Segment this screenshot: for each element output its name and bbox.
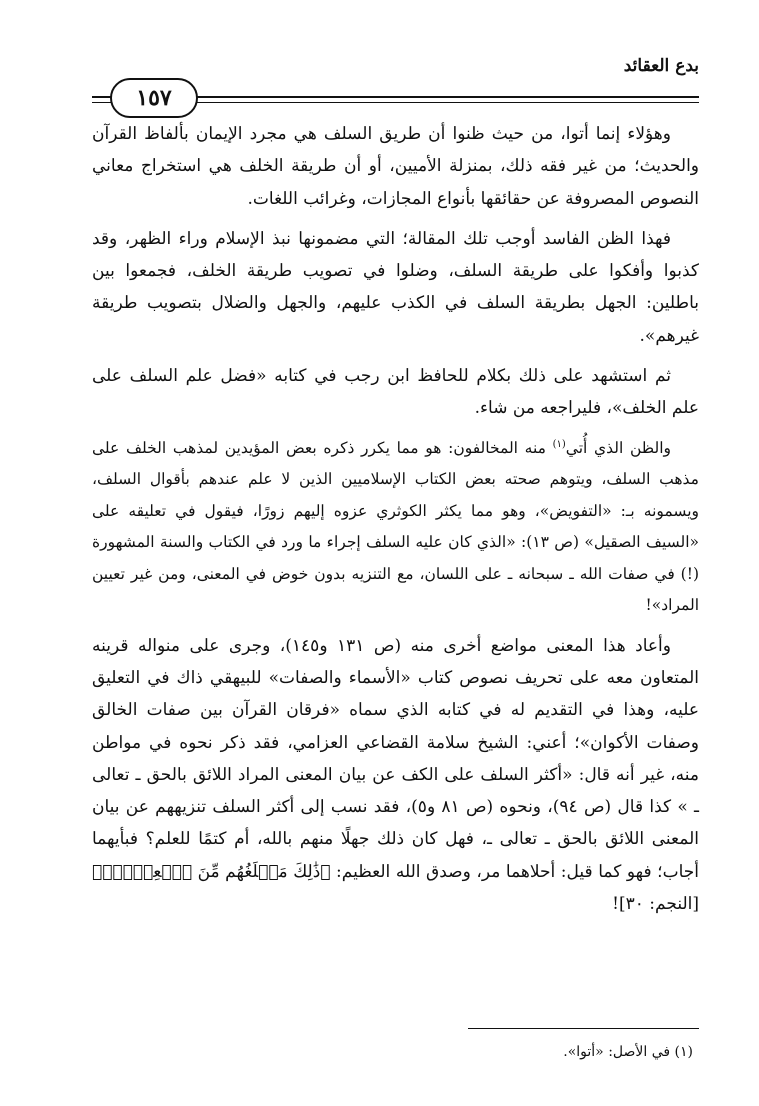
running-title: بدع العقائد — [623, 56, 699, 76]
paragraph-3: ثم استشهد على ذلك بكلام للحافظ ابن رجب في كتابه «فضل علم السلف على علم الخلف»، فليراجعه من شاء. — [92, 366, 699, 419]
paragraph-5: وأعاد هذا المعنى مواضع أخرى منه (ص ١٣١ و١٤٥)، وجرى على منواله قرينه المتعاون معه على تحريف نصوص كتاب «الأسماء والصفات» للبيهقي ذاك في التعليق عليه، وهذا في التقديم له في كتابه الذي سماه «فرقان القرآن بين صفات الخالق وصفات الأكوان»؛ أعني: الشيخ سلامة القضاعي العزامي، فقد ذكر نحوه في مواطن منه، غير أنه قال: «أكثر السلف على الكف عن بيان المعنى المراد اللائق بالحق ـ تعالى ـ » كذا قال (ص ٩٤)، ونحوه (ص ٨١ و٥)، فقد نسب إلى أكثر السلف تنزيههم عن بيان المعنى اللائق بالحق ـ تعالى ـ، فهل كان ذلك جهلًا منهم بالله، أم كتمًا للعلم؟ فبأيهما أجاب؛ فهو كما قيل: أحلاهما مر، وصدق الله العظيم: ﴿ذَٰلِكَ مَبۡلَغُهُم مِّنَ ٱلۡعِلۡمِۚ﴾ [النجم: ٣٠]! — [92, 635, 700, 915]
paragraph-4-start: والظن الذي أُتي — [565, 438, 671, 457]
footnote-rule — [468, 1028, 699, 1029]
paragraph-2: فهذا الظن الفاسد أوجب تلك المقالة؛ التي مضمونها نبذ الإسلام وراء الظهر، وقد كذبوا وأفكوا على طريقة السلف، وضلوا في تصويب طريقة الخلف، فجمعوا بين باطلين: الجهل بطريقة السلف في الكذب عليهم، والجهل والضلال بتصويب طريقة غيرهم». — [92, 228, 699, 346]
body-text — [92, 118, 699, 928]
footnote: (١) في الأصل: «أتوا». — [563, 1044, 693, 1060]
page-number: ١٥٧ — [136, 85, 172, 111]
page-number-badge — [110, 78, 198, 118]
paragraph-4 — [92, 433, 699, 622]
paragraph-4-rest: منه المخالفون: هو مما يكرر ذكره بعض المؤيدين لمذهب الخلف على مذهب السلف، ويتوهم صحته بعض الكتاب الإسلاميين الذين لا علم عندهم بأقوال السلف، ويسمونه بـ: «التفويض»، وهو مما يكثر الكوثري عزوه إليهم زورًا، فيقول في تعليقه على «السيف الصقيل» (ص ١٣): «الذي كان عليه السلف إجراء ما ورد في الكتاب والسنة المشهورة (!) في صفات الله ـ سبحانه ـ على اللسان، مع التنزيه بدون خوض في المعنى، ومن غير تعيين المراد»! — [92, 438, 699, 615]
paragraph-1: وهؤلاء إنما أتوا، من حيث ظنوا أن طريق السلف هي مجرد الإيمان بألفاظ القرآن والحديث؛ من غير فقه ذلك، بمنزلة الأميين، أو أن طريقة الخلف هي استخراج معاني النصوص المصروفة عن حقائقها بأنواع المجازات، وغرائب اللغات. — [92, 124, 699, 209]
footnote-marker: (١) — [552, 438, 566, 450]
